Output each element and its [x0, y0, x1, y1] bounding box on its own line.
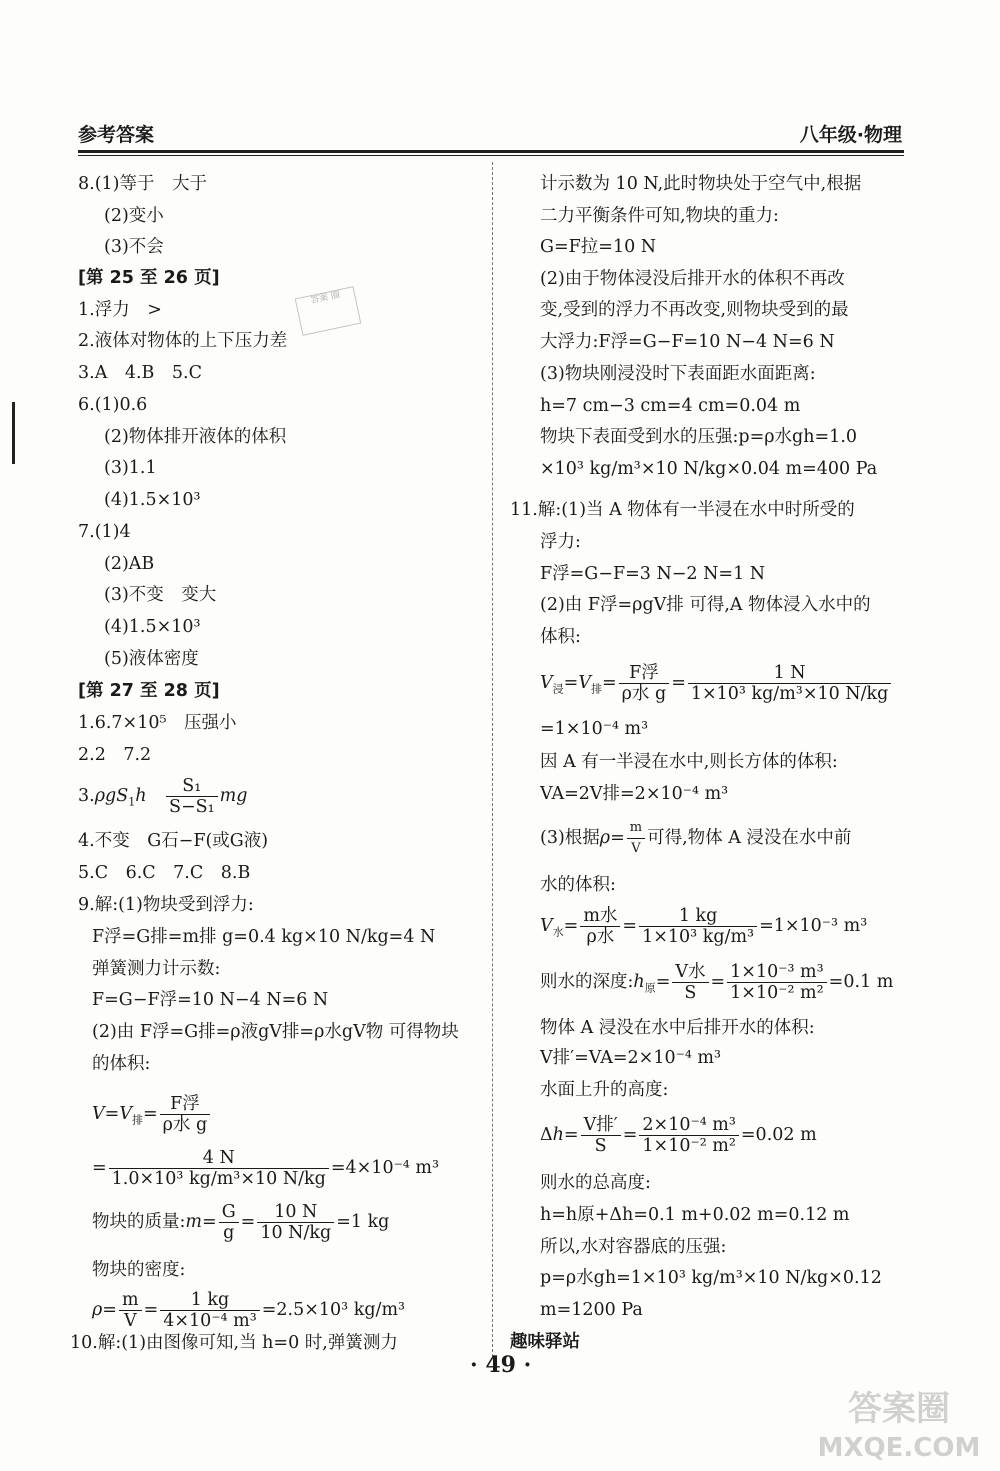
answer-line: 7.(1)4 — [78, 522, 131, 542]
answer-line: (4)1.5×10³ — [104, 617, 201, 637]
answer-line: 2.2 7.2 — [78, 745, 152, 765]
answer-line: (3)物块刚浸没时下表面距水面距离: — [540, 364, 816, 384]
answer-line: ×10³ kg/m³×10 N/kg×0.04 m=400 Pa — [540, 459, 878, 479]
answer-line: VA=2V排=2×10⁻⁴ m³ — [540, 784, 729, 804]
answer-line: (3)1.1 — [104, 458, 157, 478]
answer-line: p=ρ水gh=1×10³ kg/m³×10 N/kg×0.12 — [540, 1268, 882, 1288]
answer-line: 8.(1)等于 大于 — [78, 174, 207, 194]
formula-line: = $\frac{4 N}{\text{1.0×10³ kg/m³×10 N/kg}}$ =4×10⁻⁴ m³ — [92, 1148, 439, 1189]
answer-line: 二力平衡条件可知,物块的重力: — [540, 206, 779, 226]
answer-line: (3)不会 — [104, 237, 164, 257]
watermark-logo — [806, 1370, 992, 1466]
answer-line: 物块下表面受到水的压强:p=ρ水gh=1.0 — [540, 427, 858, 447]
answer-line: (2)由 F浮=G排=ρ液gV排=ρ水gV物 可得物块 — [92, 1022, 459, 1042]
answer-line: (2)物体排开液体的体积 — [104, 427, 287, 447]
page-header — [78, 118, 902, 152]
answer-line: (2)由于物体浸没后排开水的体积不再改 — [540, 269, 845, 289]
answer-line: F浮=G排=m排 g=0.4 kg×10 N/kg=4 N — [92, 927, 436, 947]
fraction: $\frac{G}{g}$ — [219, 1202, 239, 1243]
fraction: $\frac{m}{V}$ — [119, 1290, 142, 1331]
answer-line: 所以,水对容器底的压强: — [540, 1237, 727, 1257]
formula-line: 3.ρgS$_1$h $\frac{\text{S₁}}{\text{S−S₁}}$ mg — [78, 776, 248, 817]
answer-line: 水的体积: — [540, 875, 616, 895]
header-left: 参考答案 — [78, 124, 155, 146]
answer-line: 物块的密度: — [92, 1260, 186, 1280]
column-divider — [492, 162, 493, 1357]
fraction: $\frac{m}{V}$ — [627, 818, 645, 859]
fraction: $\frac{\text{V水}}{S}$ — [672, 962, 708, 1003]
answer-line: 浮力: — [540, 532, 581, 552]
answer-line: h=h原+Δh=0.1 m+0.02 m=0.12 m — [540, 1205, 850, 1225]
formula-line: ρ= $\frac{m}{V}$ = $\frac{1 kg}{\text{4×10⁻⁴ m³}}$ =2.5×10³ kg/m³ — [92, 1290, 406, 1331]
answer-line: G=F拉=10 N — [540, 237, 657, 257]
answer-line: 弹簧测力计示数: — [92, 959, 221, 979]
answer-line: 体积: — [540, 627, 581, 647]
fraction: $\frac{4 N}{\text{1.0×10³ kg/m³×10 N/kg}}$ — [109, 1148, 329, 1189]
answer-line: 6.(1)0.6 — [78, 395, 148, 415]
formula-line: $V_水=$ $\frac{\text{m水}}{\text{ρ水}}$ = $\frac{1 kg}{\text{1×10³ kg/m³}}$ =1×10⁻³ m³ — [540, 906, 868, 947]
fraction: $\frac{\text{m水}}{\text{ρ水}}$ — [580, 906, 620, 947]
answer-line: (3)不变 变大 — [104, 585, 217, 605]
answer-line: 10.解:(1)由图像可知,当 h=0 时,弹簧测力 — [70, 1333, 398, 1353]
answer-line: 11.解:(1)当 A 物体有一半浸在水中时所受的 — [510, 500, 855, 520]
answer-line: m=1200 Pa — [540, 1300, 643, 1320]
answer-line: F浮=G−F=3 N−2 N=1 N — [540, 564, 766, 584]
formula-line: $V_浸=V_排=$ $\frac{\text{F浮}}{\text{ρ水 g}}$ = $\frac{1 N}{\text{1×10³ kg/m³×10 N/kg}}$ — [540, 659, 893, 714]
header-rule-thin — [78, 155, 904, 156]
answer-line: 计示数为 10 N,此时物块处于空气中,根据 — [540, 174, 862, 194]
fraction: $\frac{\text{1×10⁻³ m³}}{\text{1×10⁻² m²}}$ — [727, 962, 827, 1003]
section-heading: [第 27 至 28 页] — [78, 681, 220, 701]
formula-line: Δh= $\frac{\text{V排′}}{S}$ = $\frac{\text{2×10⁻⁴ m³}}{\text{1×10⁻² m²}}$ =0.02 m — [540, 1115, 817, 1156]
section-heading: 趣味驿站 — [510, 1332, 580, 1352]
answer-line: 大浮力:F浮=G−F=10 N−4 N=6 N — [540, 332, 835, 352]
formula-line: 物块的质量:m= $\frac{G}{g}$ = $\frac{10 N}{10 N/kg}$ =1 kg — [92, 1202, 390, 1243]
answer-line: (4)1.5×10³ — [104, 490, 201, 510]
answer-line: =1×10⁻⁴ m³ — [540, 719, 649, 739]
svg-text:MXQE.COM: MXQE.COM — [817, 1433, 981, 1463]
answer-line: 9.解:(1)物块受到浮力: — [78, 895, 254, 915]
answer-line: (5)液体密度 — [104, 649, 199, 669]
answer-line: 变,受到的浮力不再改变,则物块受到的最 — [540, 300, 849, 320]
answer-line: F=G−F浮=10 N−4 N=6 N — [92, 990, 329, 1010]
answer-line: 1.浮力 > — [78, 300, 162, 320]
answer-line: (2)变小 — [104, 206, 164, 226]
fraction: $\frac{1 kg}{\text{1×10³ kg/m³}}$ — [639, 906, 757, 947]
page-number: · 49 · — [470, 1352, 532, 1378]
answer-line: V排′=VA=2×10⁻⁴ m³ — [540, 1048, 722, 1068]
formula-line: (3)根据ρ= $\frac{m}{V}$ 可得,物体 A 浸没在水中前 — [540, 814, 851, 862]
answer-line: (2)AB — [104, 554, 155, 574]
answer-line: 2.液体对物体的上下压力差 — [78, 331, 288, 351]
fraction: $\frac{10 N}{10 N/kg}$ — [257, 1202, 334, 1243]
answer-line: 因 A 有一半浸在水中,则长方体的体积: — [540, 752, 838, 772]
answer-line: 4.不变 G石−F(或G液) — [78, 831, 269, 851]
fraction: $\frac{1 kg}{\text{4×10⁻⁴ m³}}$ — [160, 1290, 260, 1331]
answer-line: 1.6.7×10⁵ 压强小 — [78, 713, 237, 733]
answer-line: h=7 cm−3 cm=4 cm=0.04 m — [540, 396, 801, 416]
formula-line: $V=V_排=$ $\frac{\text{F浮}}{\text{ρ水 g}}$ — [92, 1090, 212, 1145]
answer-line: 物体 A 浸没在水中后排开水的体积: — [540, 1018, 815, 1038]
fraction: $\frac{\text{2×10⁻⁴ m³}}{\text{1×10⁻² m²}}$ — [639, 1115, 739, 1156]
answer-line: 3.A 4.B 5.C — [78, 363, 202, 383]
section-heading: [第 25 至 26 页] — [78, 268, 220, 288]
fraction: $\frac{\text{V排′}}{S}$ — [581, 1115, 621, 1156]
stamp-logo: 答案 圈 — [295, 286, 362, 336]
answer-line: 的体积: — [92, 1054, 151, 1074]
svg-text:答案圈: 答案圈 — [848, 1389, 950, 1429]
fraction: $\frac{\text{F浮}}{\text{ρ水 g}}$ — [619, 663, 670, 704]
fraction: $\frac{\text{S₁}}{\text{S−S₁}}$ — [166, 776, 218, 817]
answer-line: 水面上升的高度: — [540, 1080, 669, 1100]
binding-mark — [12, 402, 15, 464]
fraction: $\frac{1 N}{\text{1×10³ kg/m³×10 N/kg}}$ — [688, 663, 891, 704]
header-rule-thick — [78, 150, 904, 153]
answer-line: 5.C 6.C 7.C 8.B — [78, 863, 251, 883]
answer-line: 则水的总高度: — [540, 1173, 651, 1193]
answer-line: (2)由 F浮=ρgV排 可得,A 物体浸入水中的 — [540, 595, 871, 615]
header-right: 八年级·物理 — [799, 124, 902, 146]
formula-line: 则水的深度$:h_原=$ $\frac{\text{V水}}{S}$ = $\frac{\text{1×10⁻³ m³}}{\text{1×10⁻² m²}}$ =0.1 m — [540, 962, 894, 1003]
fraction: $\frac{\text{F浮}}{\text{ρ水 g}}$ — [160, 1094, 211, 1135]
